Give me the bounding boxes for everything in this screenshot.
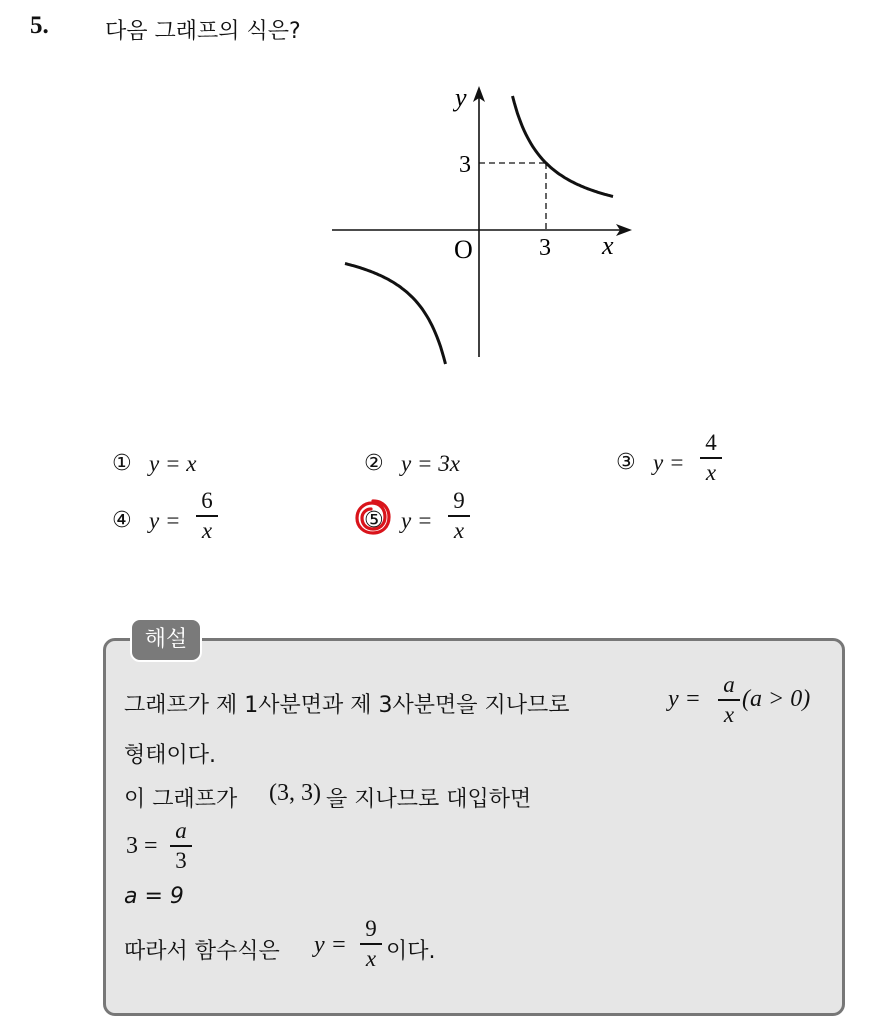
solution-label: 해설: [130, 618, 202, 662]
choice-2-rhs: 3x: [438, 451, 460, 476]
choice-5-lhs: y =: [401, 508, 433, 533]
choice-3-numerator: 4: [705, 430, 717, 455]
y-axis-label: y: [455, 83, 467, 112]
choice-5-numerator: 9: [453, 488, 465, 513]
solution-line1-text: 그래프가 제 1사분면과 제 3사분면을 지나므로: [124, 693, 570, 718]
solution-line1-condition: (a > 0): [742, 686, 811, 712]
solution-line6-lhs: y =: [314, 932, 347, 958]
solution-line-6: [124, 916, 484, 980]
solution-line-4: [124, 818, 224, 878]
solution-line-3: [124, 782, 724, 812]
choice-4-lhs: y =: [149, 508, 181, 533]
choice-4-numerator: 6: [201, 488, 213, 513]
choice-5-denominator: x: [453, 518, 465, 543]
solution-line4-numerator: a: [175, 818, 187, 843]
solution-line6-part-b: 이다.: [386, 939, 436, 964]
solution-line1-numerator: a: [723, 672, 735, 697]
question-text: 다음 그래프의 식은?: [105, 19, 301, 44]
choice-5-number: ⑤: [364, 508, 384, 533]
choice-3-lhs: y =: [653, 450, 685, 475]
choice-2-number: ②: [364, 451, 384, 476]
solution-line1-denominator: x: [723, 702, 735, 727]
choice-1-lhs: y =: [149, 451, 181, 476]
x-tick-label: 3: [539, 235, 551, 261]
curve-quadrant-1: [513, 96, 614, 197]
choice-4-number: ④: [112, 508, 132, 533]
choice-5[interactable]: [364, 488, 504, 552]
choice-3-number: ③: [616, 450, 636, 475]
solution-line-2: 형태이다.: [124, 743, 217, 768]
solution-line3-point: (3, 3): [269, 780, 321, 806]
solution-line6-denominator: x: [365, 946, 377, 971]
solution-line4-lhs: 3 =: [126, 833, 158, 859]
choice-2-lhs: y =: [401, 451, 433, 476]
choice-4-denominator: x: [201, 518, 213, 543]
solution-line-5: a = 9: [124, 884, 184, 909]
choice-3[interactable]: [616, 430, 756, 494]
choice-4[interactable]: [112, 488, 252, 552]
question-number: 5.: [30, 12, 49, 39]
solution-line6-part-a: 따라서 함수식은: [124, 939, 280, 964]
solution-line3-part-b: 을 지나므로 대입하면: [326, 787, 532, 812]
solution-line6-numerator: 9: [365, 916, 377, 941]
solution-line3-part-a: 이 그래프가: [124, 787, 238, 812]
x-axis-label: x: [602, 231, 614, 260]
curve-quadrant-3: [345, 264, 446, 365]
solution-line1-lhs: y =: [668, 686, 701, 712]
y-tick-label: 3: [459, 152, 471, 178]
choice-1-number: ①: [112, 451, 132, 476]
solution-line4-denominator: 3: [175, 848, 187, 873]
hyperbola-graph: [0, 0, 884, 420]
choice-1-rhs: x: [186, 451, 197, 476]
origin-label: O: [454, 235, 473, 264]
choice-3-denominator: x: [705, 460, 717, 485]
